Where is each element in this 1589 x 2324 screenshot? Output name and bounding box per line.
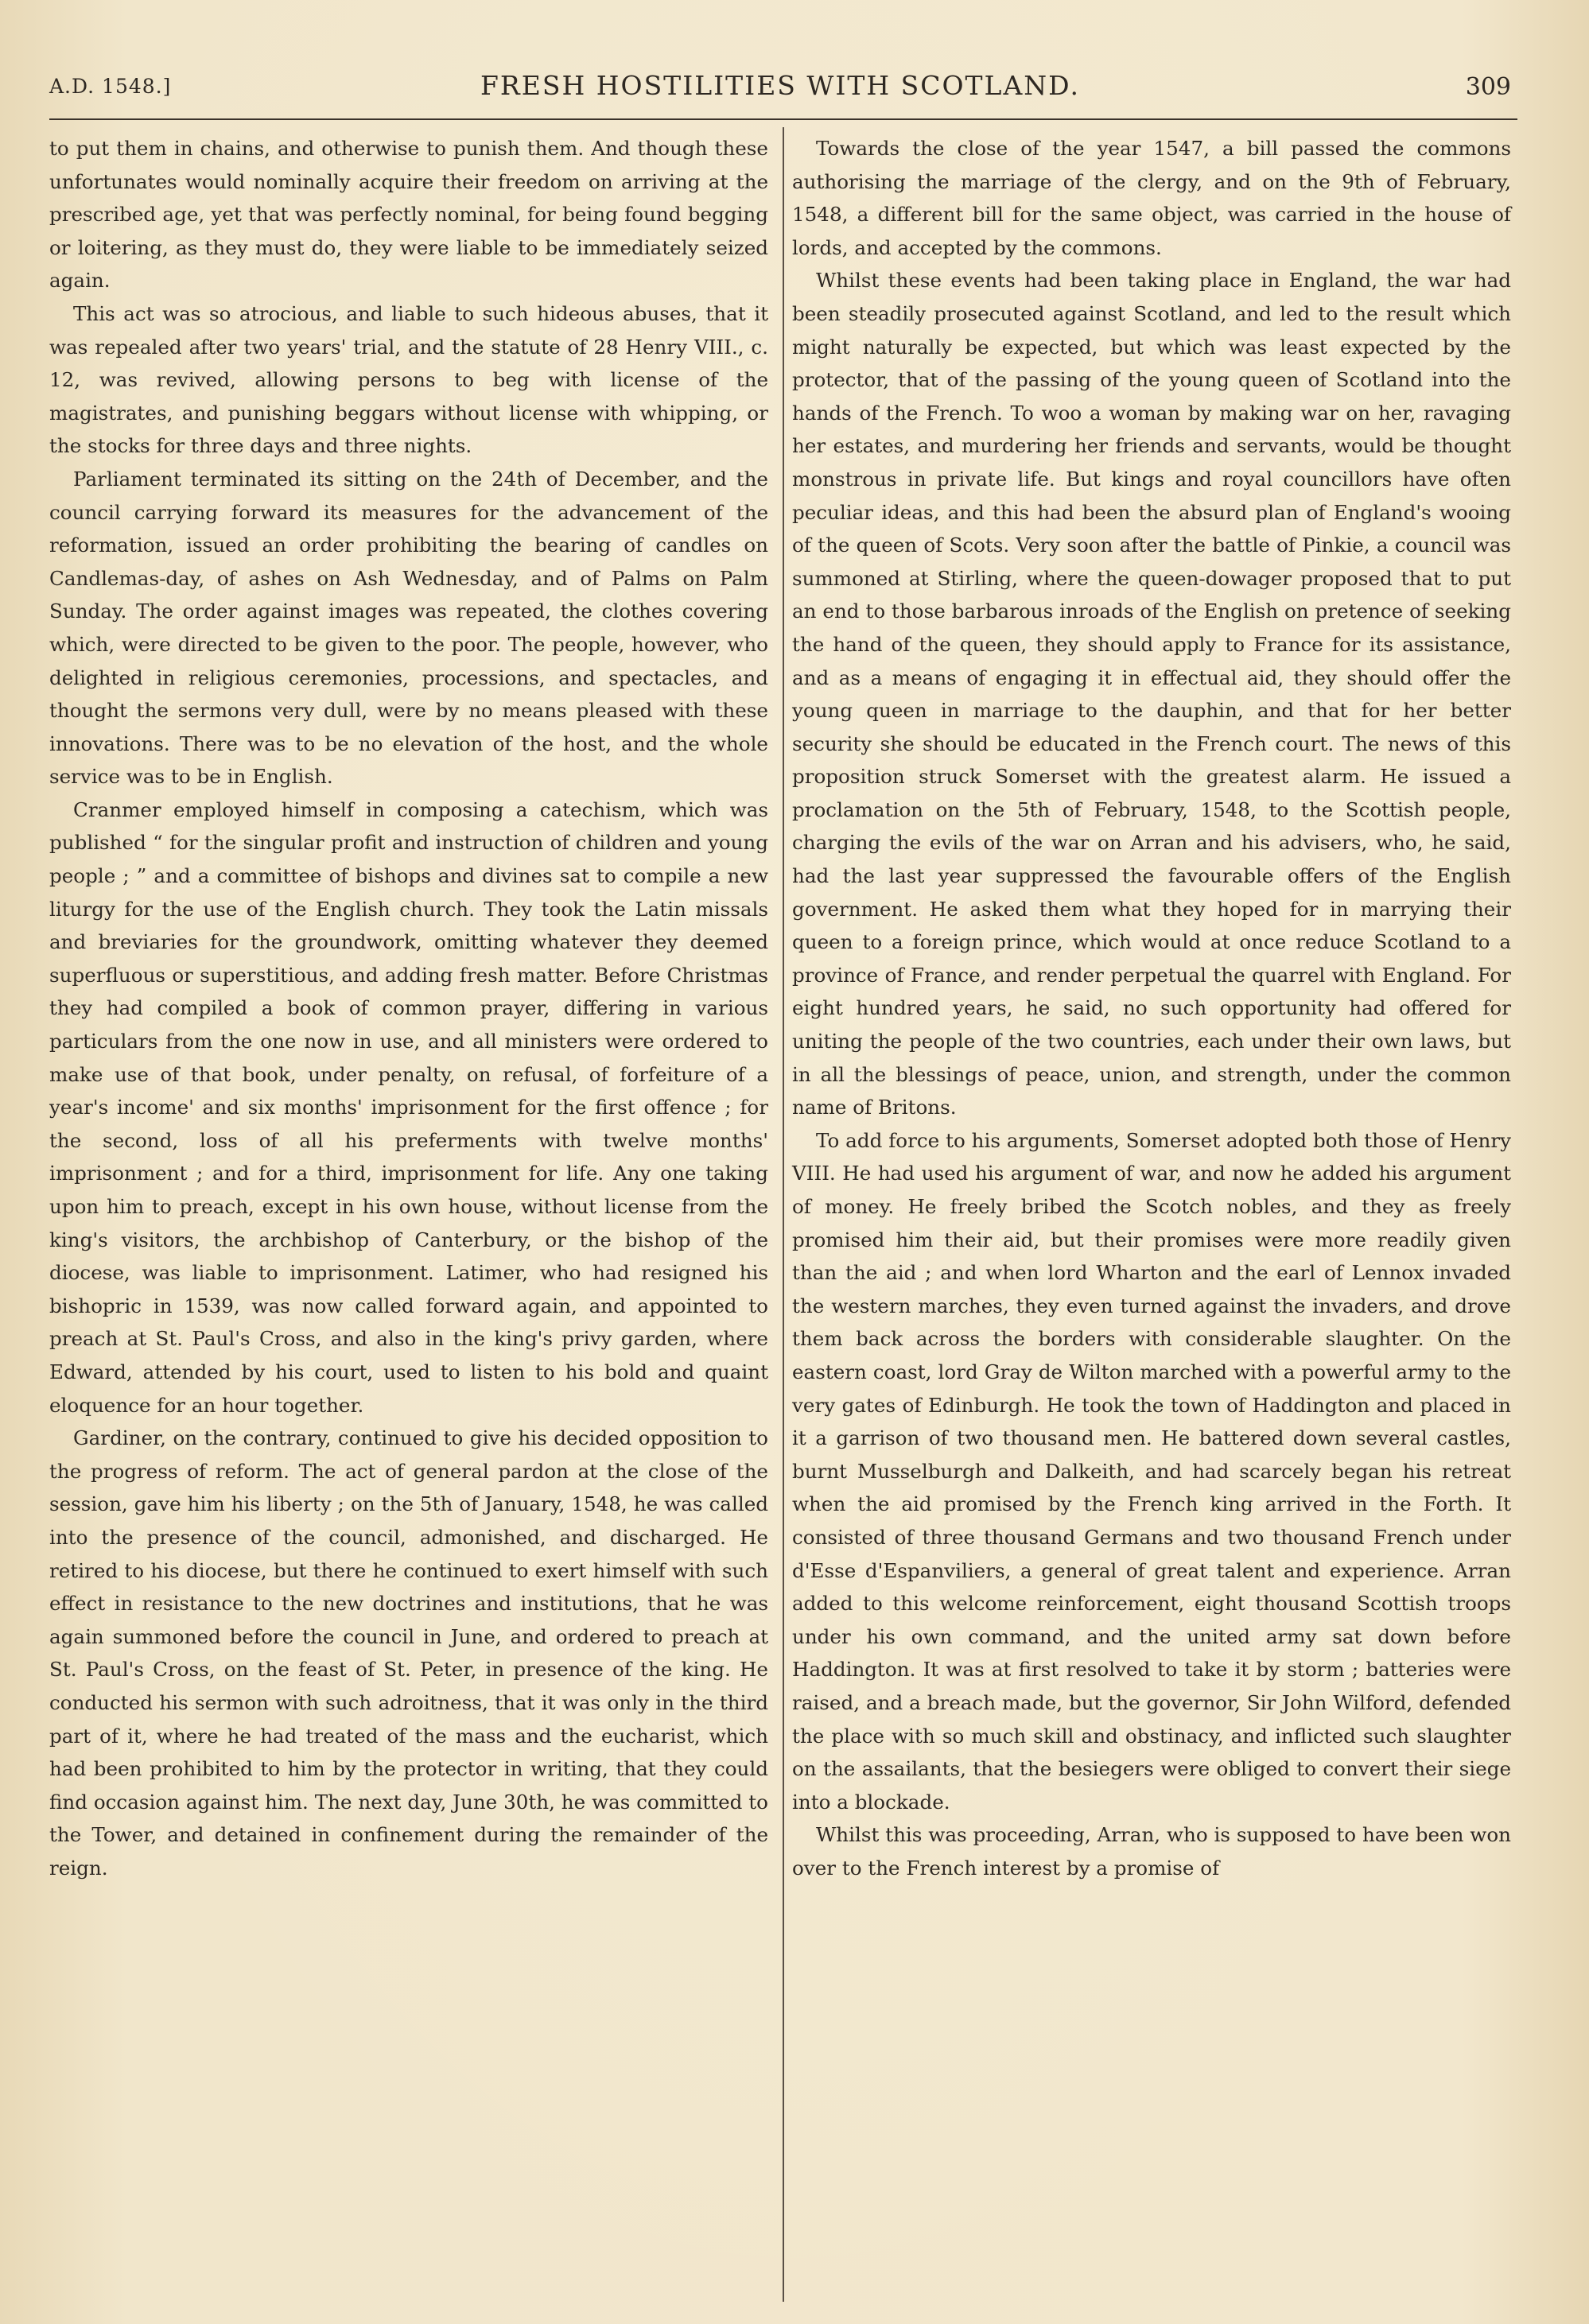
running-header — [49, 70, 1511, 111]
paragraph: Cranmer employed himself in composing a catechism, which was published “ for the singular profit and instruction of children and young people ; ” and a committee of bishops and divines sat to compile a new liturgy for the use of the English church. They took the Latin missals and breviaries for the groundwork, omitting whatever they deemed superfluous or superstitious, and adding fresh matter. Before Christmas they had compiled a book of common prayer, differing in various particulars from the one now in use, and all ministers were ordered to make use of that book, under penalty, on refusal, of forfeiture of a year's income' and six months' imprisonment for the first offence ; for the second, loss of all his preferments with twelve months' imprisonment ; and for a third, imprisonment for life. Any one taking upon him to preach, except in his own house, without license from the king's visitors, the archbishop of Canterbury, or the bishop of the diocese, was liable to imprisonment. Latimer, who had resigned his bishopric in 1539, was now called forward again, and appointed to preach at St. Paul's Cross, and also in the king's privy garden, where Edward, attended by his court, used to listen to his bold and quaint eloquence for an hour together. — [49, 797, 768, 1417]
paragraph: To add force to his arguments, Somerset adopted both those of Henry VIII. He had used his argument of war, and now he added his argument of money. He freely bribed the Scotch nobles, and they as freely promised him their aid, but their promises were more readily given than the aid ; and when lord Wharton and the earl of Lennox invaded the western marches, they even turned against the invaders, and drove them back across the borders with considerable slaughter. On the eastern coast, lord Gray de Wilton marched with a powerful army to the very gates of Edinburgh. He took the town of Haddington and placed in it a garrison of two thousand men. He battered down several castles, burnt Musselburgh and Dalkeith, and had scarcely began his retreat when the aid promised by the French king arrived in the Forth. It consisted of three thousand Germans and two thousand French under d'Esse d'Espanviliers, a general of great talent and experience. Arran added to this welcome reinforcement, eight thousand Scottish troops under his own command, and the united army sat down before Haddington. It was at first resolved to take it by storm ; batteries were raised, and a breach made, but the governor, Sir John Wilford, defended the place with so much skill and obstinacy, and inflicted such slaughter on the assailants, that the besiegers were obliged to convert their siege into a blockade. — [792, 1128, 1511, 1814]
paragraph: Whilst these events had been taking place in England, the war had been steadily prosecuted against Scotland, and led to the result which might naturally be expected, but which was least expected by the protector, that of the passing of the young queen of Scotland into the hands of the French. To woo a woman by making war on her, ravaging her estates, and murdering her friends and servants, would be thought monstrous in private life. But kings and royal councillors have often peculiar ideas, and this had been the absurd plan of England's wooing of the queen of Scots. Very soon after the battle of Pinkie, a council was summoned at Stirling, where the queen-dowager proposed that to put an end to those barbarous inroads of the English on pretence of seeking the hand of the queen, they should apply to France for its assistance, and as a means of engaging it in effectual aid, they should offer the young queen in marriage to the dauphin, and that for her better security she should be educated in the French court. The news of this proposition struck Somerset with the greatest alarm. He issued a proclamation on the 5th of February, 1548, to the Scottish people, charging the evils of the war on Arran and his advisers, who, he said, had the last year suppressed the favourable offers of the English government. He asked them what they hoped for in marrying their queen to a foreign prince, which would at once reduce Scotland to a province of France, and render perpetual the quarrel with England. For eight hundred years, he said, no such opportunity had offered for uniting the people of the two countries, each under their own laws, but in all the blessings of peace, union, and strength, under the common name of Britons. — [792, 269, 1511, 1119]
page-number: 309 — [1465, 73, 1511, 101]
paragraph: Gardiner, on the contrary, continued to give his decided opposition to the progress of reform. The act of general pardon at the close of the session, gave him his liberty ; on the 5th of January, 1548, he was called into the presence of the council, admonished, and discharged. He retired to his diocese, but there he continued to exert himself with such effect in resistance to the new doctrines and institutions, that he was again summoned before the council in June, and ordered to preach at St. Paul's Cross, on the feast of St. Peter, in presence of the king. He conducted his sermon with such adroitness, that it was only in the third part of it, where he had treated of the mass and the eucharist, which had been prohibited to him by the protector in writing, that they could find occasion against him. The next day, June 30th, he was committed to the Tower, and detained in confinement during the remainder of the reign. — [49, 1426, 768, 1880]
paragraph: This act was so atrocious, and liable to such hideous abuses, that it was repealed after two years' trial, and the statute of 28 Henry VIII., c. 12, was revived, allowing persons to beg with license of the magistrates, and punishing beggars without license with whipping, or the stocks for three days and three nights. — [49, 301, 768, 458]
page-title: FRESH HOSTILITIES WITH SCOTLAND. — [480, 70, 1080, 101]
header-rule — [49, 118, 1517, 120]
header-date: A.D. 1548.] — [49, 75, 172, 98]
paragraph: Towards the close of the year 1547, a bill passed the commons authorising the marriage of the clergy, and on the 9th of February, 1548, a different bill for the same object, was carried in the house of lords, and accepted by the commons. — [792, 137, 1511, 259]
left-column — [49, 132, 768, 1884]
right-column — [792, 132, 1511, 1884]
column-divider — [783, 127, 784, 2302]
paragraph: Parliament terminated its sitting on the 24th of December, and the council carrying forward its measures for the advancement of the reformation, issued an order prohibiting the bearing of candles on Candlemas-day, of ashes on Ash Wednesday, and of Palms on Palm Sunday. The order against images was repeated, the clothes covering which, were directed to be given to the poor. The people, however, who delighted in religious ceremonies, processions, and spectacles, and thought the sermons very dull, were by no means pleased with these innovations. There was to be no elevation of the host, and the whole service was to be in English. — [49, 467, 768, 789]
paragraph: to put them in chains, and otherwise to punish them. And though these unfortunates would nominally acquire their freedom on arriving at the prescribed age, yet that was perfectly nominal, for being found begging or loitering, as they must do, they were liable to be immediately seized again. — [49, 137, 768, 293]
paragraph: Whilst this was proceeding, Arran, who is supposed to have been won over to the French interest by a promise of — [792, 1823, 1511, 1880]
